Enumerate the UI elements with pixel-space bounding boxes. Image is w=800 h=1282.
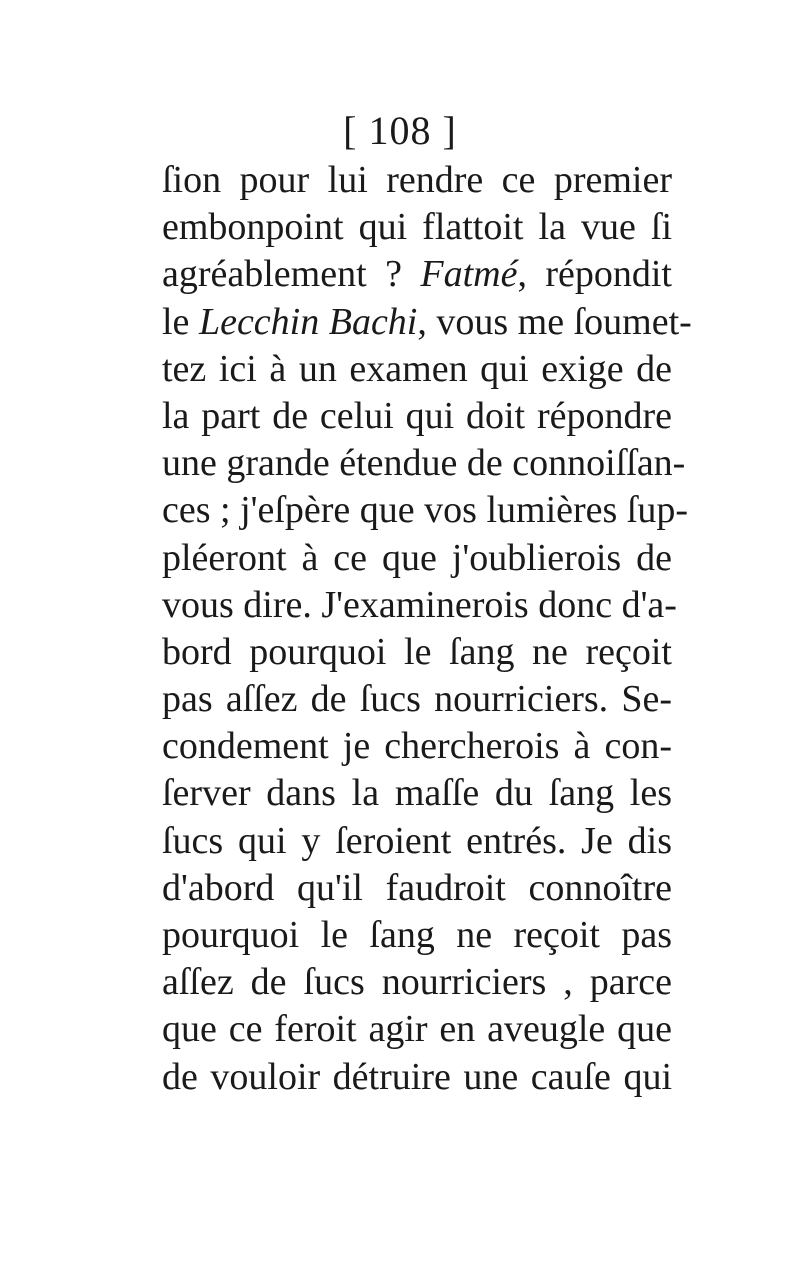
page-number: [ 108 ] bbox=[343, 108, 457, 153]
text-segment: vous dire. J'examinerois donc d'a- bbox=[162, 583, 677, 626]
text-line bbox=[162, 204, 672, 251]
text-line bbox=[162, 346, 672, 393]
text-line bbox=[162, 723, 672, 770]
text-segment: aſſez de ſucs nourriciers , parce bbox=[162, 961, 672, 1004]
text-line bbox=[162, 818, 672, 865]
body-text bbox=[162, 157, 692, 1101]
text-line bbox=[162, 487, 689, 534]
text-line bbox=[162, 393, 672, 440]
text-line bbox=[162, 582, 677, 629]
text-line bbox=[162, 959, 672, 1006]
text-segment: d'abord qu'il faudroit connoître bbox=[162, 866, 672, 909]
text-segment: que ce feroit agir en aveugle que bbox=[162, 1008, 672, 1051]
text-segment: pourquoi le ſang ne reçoit pas bbox=[162, 914, 672, 956]
text-line bbox=[162, 770, 672, 817]
text-segment: embonpoint qui flattoit la vue ſi bbox=[162, 206, 672, 249]
text-line bbox=[162, 440, 686, 487]
text-line bbox=[162, 865, 672, 912]
text-line bbox=[162, 676, 672, 723]
text-segment: , vous me ſoumet- bbox=[417, 300, 692, 343]
text-segment: de vouloir détruire une cauſe qui bbox=[162, 1055, 672, 1098]
text-line bbox=[162, 251, 672, 298]
text-segment: ſucs qui y ſeroient entrés. Je dis bbox=[162, 819, 672, 862]
text-line bbox=[162, 535, 672, 582]
text-segment: pléeront à ce que j'oublierois de bbox=[162, 536, 672, 579]
text-segment: condement je chercherois à con- bbox=[162, 725, 672, 768]
text-segment: ſerver dans la maſſe du ſang les bbox=[162, 772, 672, 815]
text-segment: ſion pour lui rendre ce premier bbox=[162, 159, 672, 201]
text-segment: ces ; j'eſpère que vos lumières ſup- bbox=[162, 489, 689, 532]
text-segment: bord pourquoi le ſang ne reçoit bbox=[162, 630, 672, 673]
text-line bbox=[162, 157, 672, 204]
text-segment: la part de celui qui doit répondre bbox=[162, 394, 672, 437]
text-line bbox=[162, 299, 692, 346]
text-segment: , répondit bbox=[517, 253, 672, 296]
text-line bbox=[162, 1054, 672, 1101]
text-segment: agréablement ? bbox=[162, 253, 421, 296]
text-line bbox=[162, 629, 672, 676]
italic-text: Lecchin Bachi bbox=[198, 300, 418, 343]
text-segment: pas aſſez de ſucs nourriciers. Se- bbox=[162, 678, 672, 721]
text-segment: tez ici à un examen qui exige de bbox=[162, 347, 672, 390]
text-line bbox=[162, 912, 672, 959]
text-segment: une grande étendue de connoiſſan- bbox=[162, 442, 686, 485]
text-line bbox=[162, 1006, 672, 1053]
italic-text: Fatmé bbox=[420, 253, 518, 296]
text-segment: le bbox=[162, 300, 199, 343]
